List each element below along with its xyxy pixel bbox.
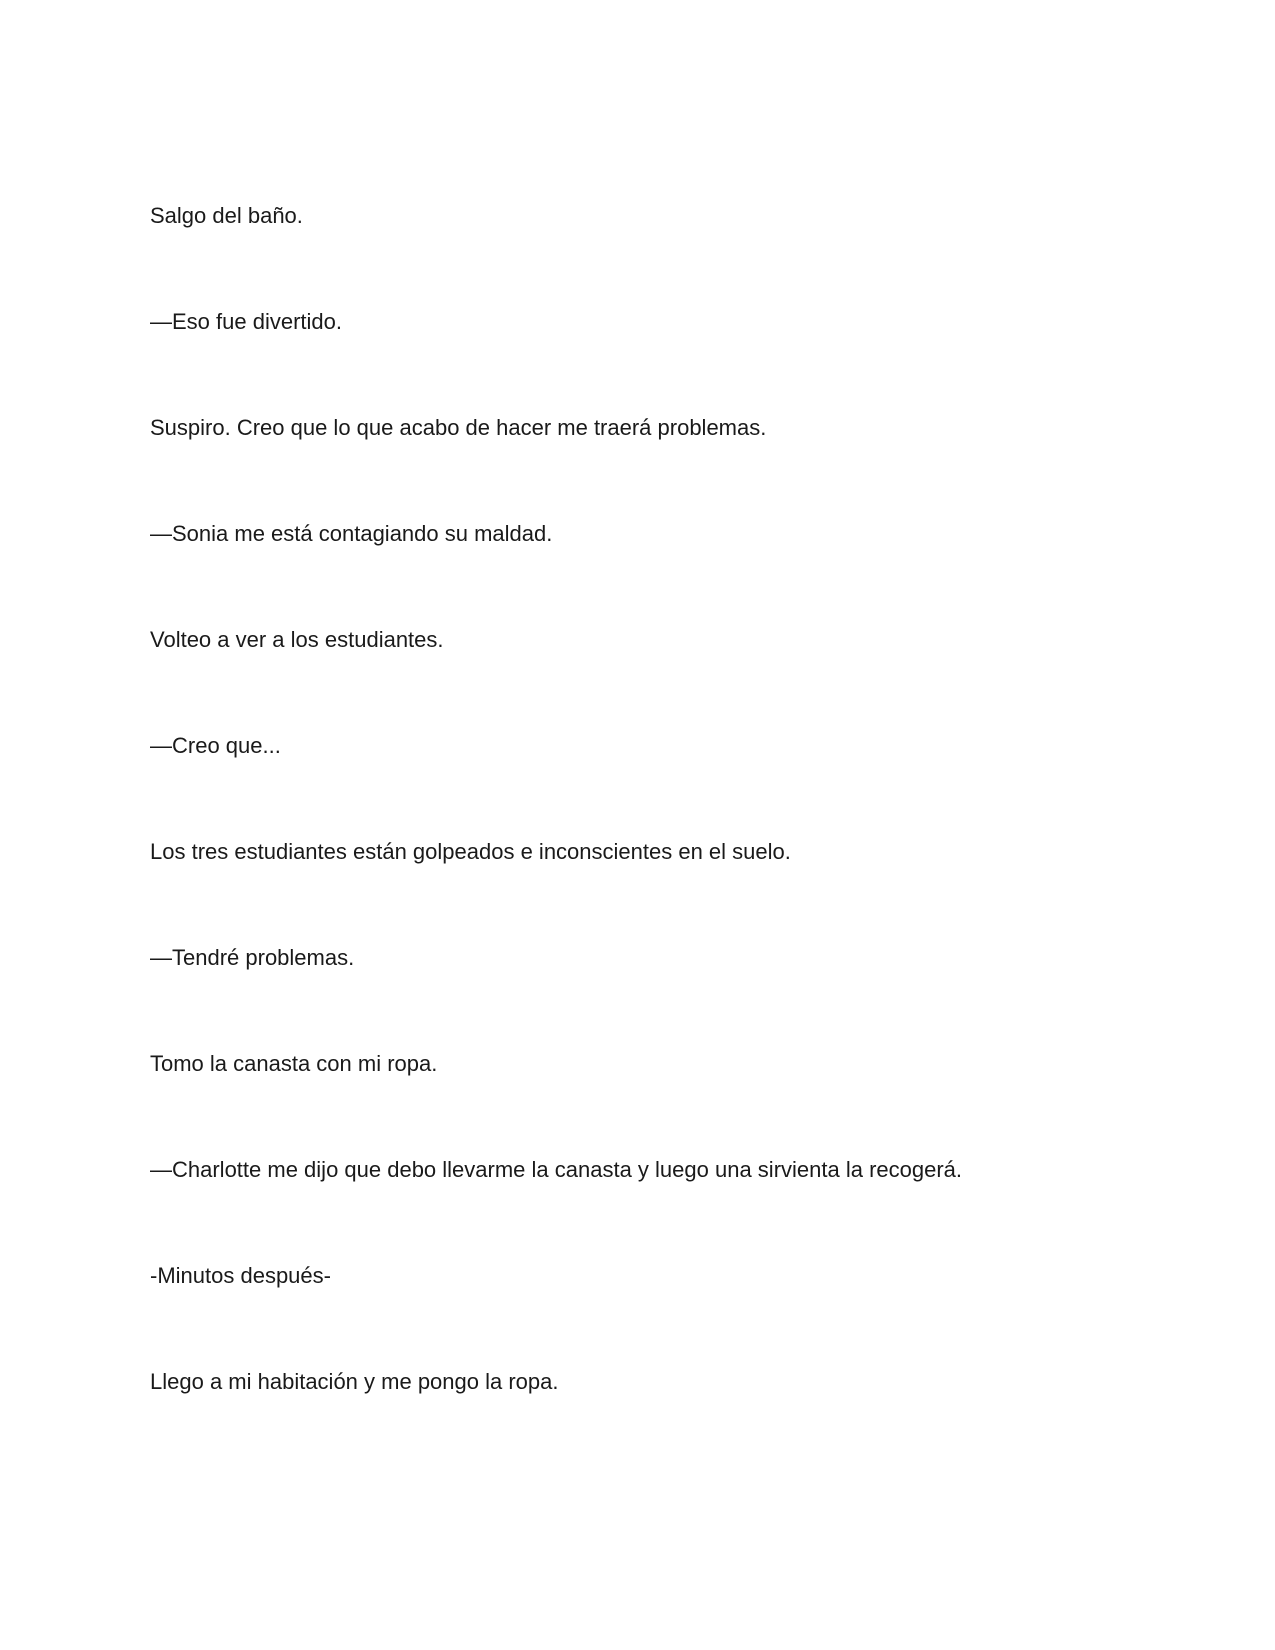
paragraph: —Charlotte me dijo que debo llevarme la canasta y luego una sirvienta la recogerá.: [150, 1157, 963, 1182]
paragraph: -Minutos después-: [150, 1263, 331, 1288]
paragraph: Tomo la canasta con mi ropa.: [150, 1051, 438, 1076]
paragraph: —Tendré problemas.: [150, 945, 355, 970]
paragraph: —Creo que...: [150, 733, 281, 758]
paragraph: Llego a mi habitación y me pongo la ropa.: [150, 1369, 559, 1394]
paragraph: Salgo del baño.: [150, 203, 303, 228]
paragraph: —Sonia me está contagiando su maldad.: [150, 521, 553, 546]
paragraph: —Eso fue divertido.: [150, 309, 342, 334]
text-body: [150, 201, 1150, 1473]
paragraph: Los tres estudiantes están golpeados e inconscientes en el suelo.: [150, 839, 791, 864]
paragraph: Suspiro. Creo que lo que acabo de hacer me traerá problemas.: [150, 415, 767, 440]
paragraph: Volteo a ver a los estudiantes.: [150, 627, 444, 652]
